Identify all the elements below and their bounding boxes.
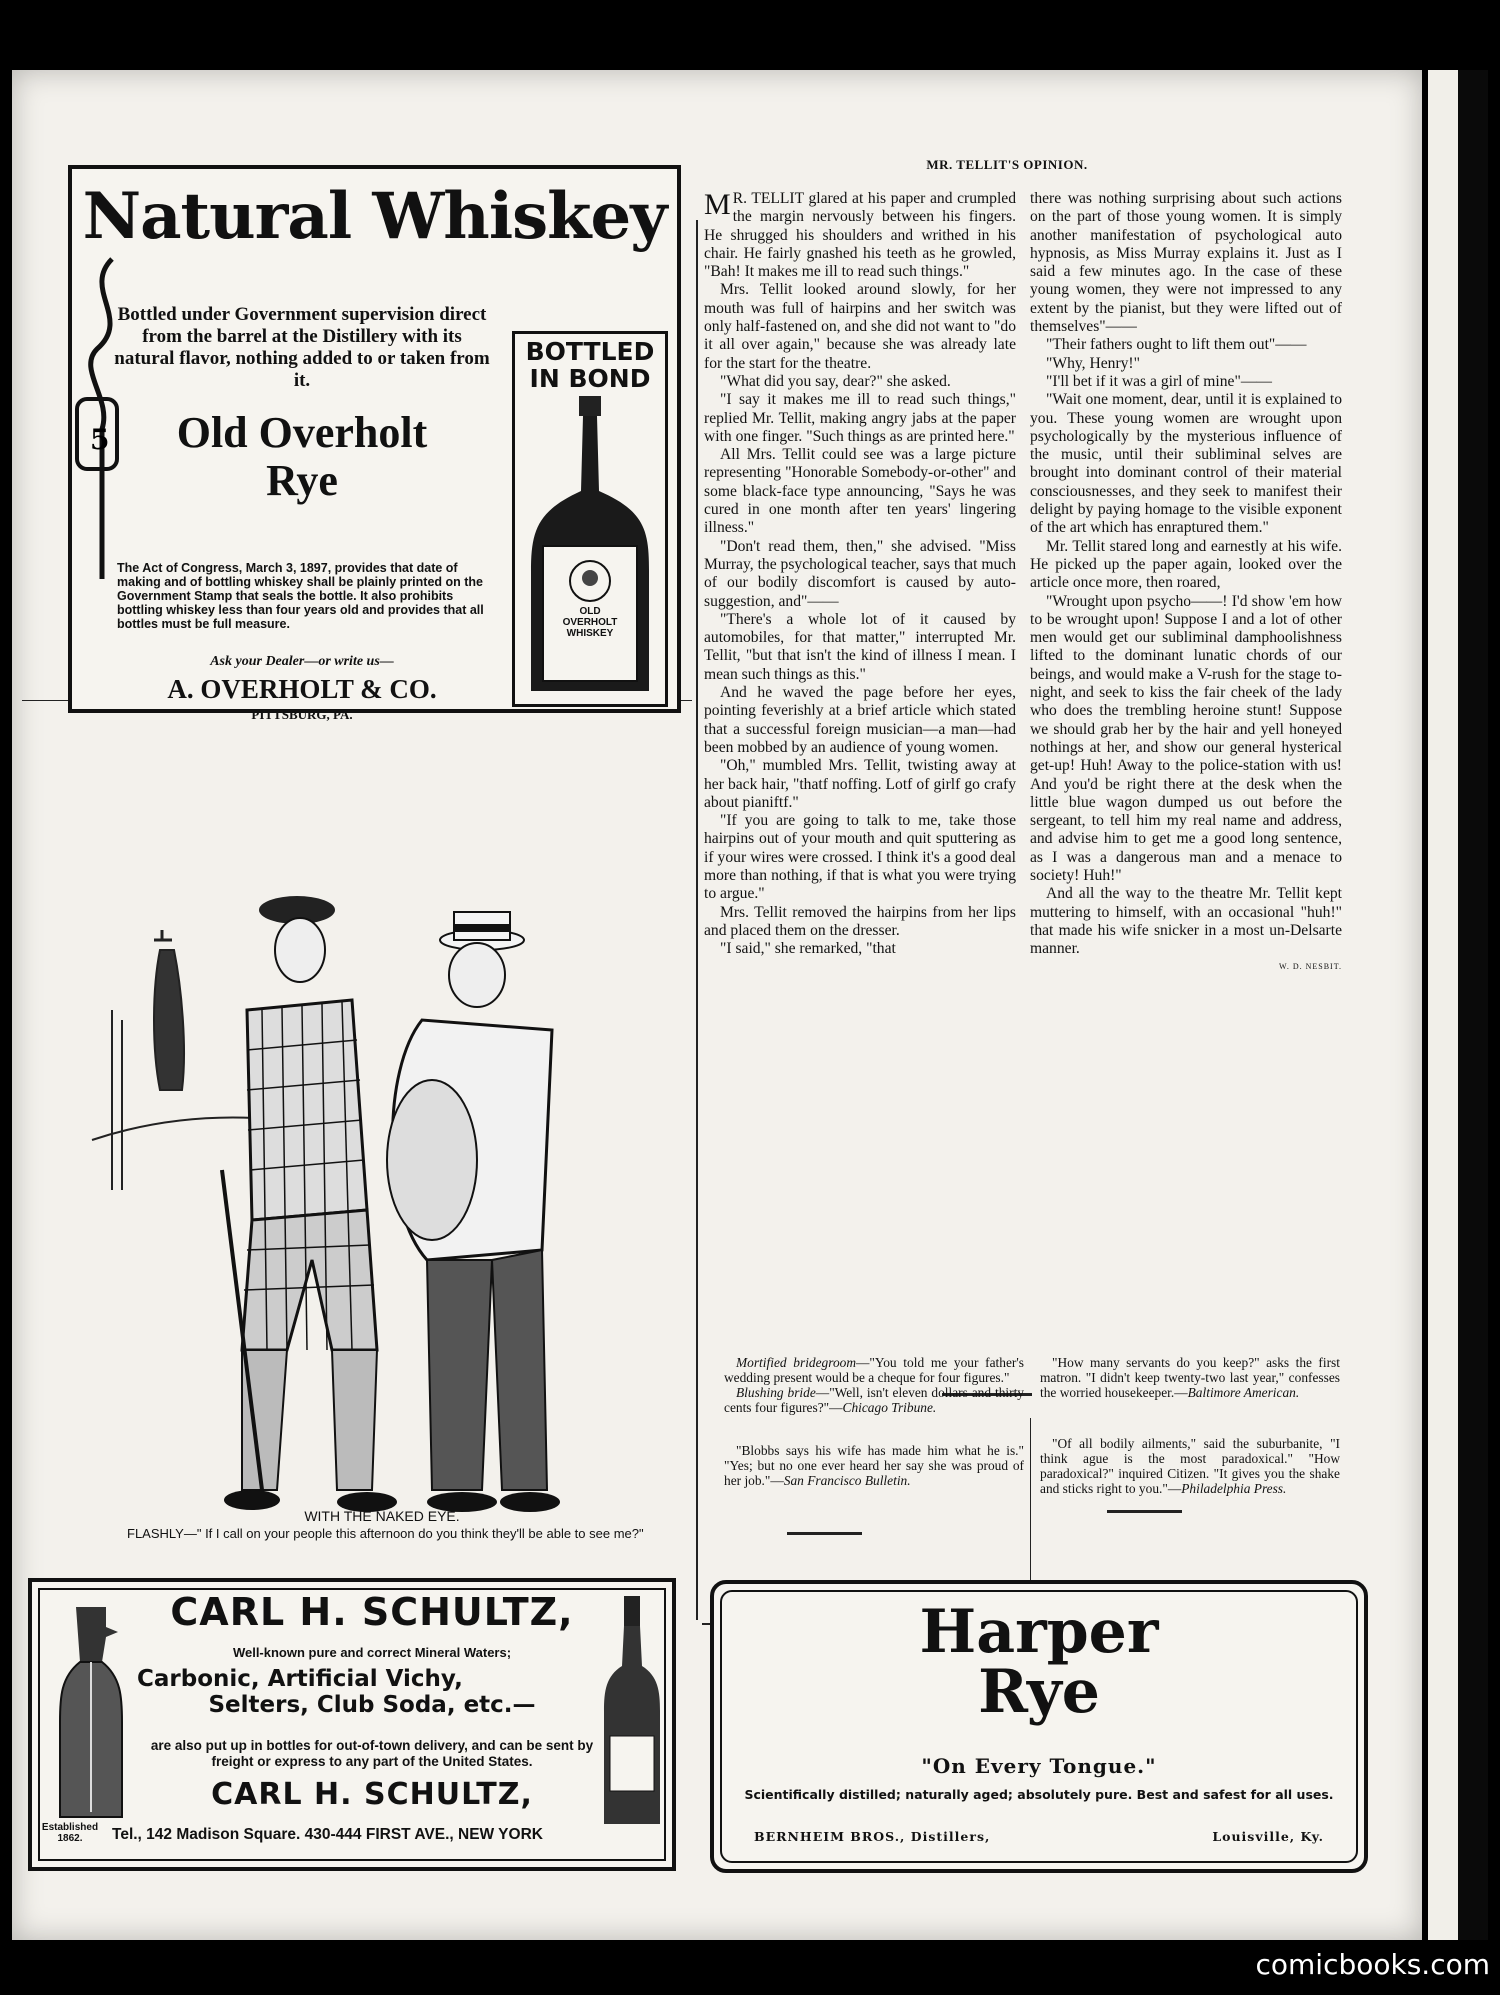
joke-separator-left [787, 1532, 862, 1535]
joke-item [1040, 1436, 1340, 1496]
article-paragraph [704, 190, 1016, 281]
article-paragraph: "If you are going to talk to me, take those hairpins out of your mouth and quit sputtering as if your wires were crossed. I think it's a good deal more than nothing, if that is what you were trying to argue." [704, 812, 1016, 903]
ad-lead-text: Bottled under Government supervision direct from the barrel at the Distillery with its natural flavor, nothing added to or taken from it. [114, 304, 490, 391]
ad-products [137, 1666, 607, 1718]
bond-line-1: BOTTLED [525, 337, 655, 366]
ad-title-2: CARL H. SCHULTZ, [211, 1777, 533, 1812]
joke-text: "Blobbs says his wife has made him what he is." "Yes; but no one ever heard her say she was proud of her job."— [724, 1443, 1024, 1488]
joke-text: —"Well, isn't eleven dollars and thirty cents four figures?"— [724, 1385, 1024, 1415]
schultz-advertisement [28, 1578, 676, 1871]
article-paragraph: "Wait one moment, dear, until it is explained to you. These young women are wrought upon psychologically by the mysterious influence of the music, until their subliminal selves are brought into dominant control of their material consciousnesses, and they seek to manifest their delight by paying homage to the visible exponent of the art which has enraptured them." [1030, 391, 1342, 537]
title-line-1: Harper [919, 1597, 1159, 1667]
joke-text: "How many servants do you keep?" asks the first matron. "I didn't keep twenty-two last year," confesses the worried housekeeper.— [1040, 1355, 1340, 1400]
ad-ask-line: Ask your Dealer—or write us— [210, 654, 394, 669]
joke-text: —"You told me your father's wedding present would be a cheque for four figures." [724, 1355, 1024, 1385]
joke-source: Baltimore American. [1187, 1385, 1300, 1400]
stout-man-figure [387, 912, 560, 1512]
joke-source: Philadelphia Press. [1181, 1481, 1287, 1496]
jokes-right [1040, 1355, 1340, 1496]
ad-description: Scientifically distilled; naturally aged; absolutely pure. Best and safest for all uses. [744, 1787, 1334, 1802]
overholt-advertisement [68, 165, 681, 722]
title-line-2: Rye [978, 1657, 1100, 1727]
article-column-1 [704, 190, 1016, 958]
ad-headline: Natural Whiskey [82, 179, 667, 254]
ad-slogan: "On Every Tongue." [921, 1754, 1157, 1778]
svg-text:5: 5 [90, 423, 110, 456]
adjacent-page-edge [1428, 70, 1488, 1940]
drop-cap: M [704, 188, 731, 221]
bond-label [515, 338, 665, 392]
cartoon-illustration [82, 790, 672, 1550]
article-paragraph: "Their fathers ought to lift them out"—— [1046, 336, 1307, 354]
article-heading: MR. TELLIT'S OPINION. [926, 157, 1088, 172]
ad-company: A. OVERHOLT & CO. [167, 674, 437, 704]
brand-line-2: Rye [266, 456, 338, 505]
ad-title: CARL H. SCHULTZ, [170, 1590, 574, 1634]
joke-speaker: Mortified bridegroom [736, 1355, 857, 1370]
joke-item [1040, 1355, 1340, 1400]
article-paragraph: And all the way to the theatre Mr. Tellit kept muttering to himself, with an occasional "huh!" that made his wife snicker in a most un-Delsarte manner. [1030, 885, 1342, 958]
bottle-label-text [543, 606, 637, 639]
jokes-left [724, 1355, 1024, 1488]
bottle-label-line-1: OLD [579, 606, 601, 617]
joke-item [724, 1443, 1024, 1488]
products-line-2: Selters, Club Soda, etc.— [208, 1692, 536, 1718]
article-paragraph: All Mrs. Tellit could see was a large picture representing "Honorable Somebody-or-other" and some black-face type announcing, "Says he was cured in one month after ten years' lingering illness." [704, 446, 1016, 537]
ad-subtitle: Well-known pure and correct Mineral Waters; [232, 1645, 512, 1660]
bottle-label-line-3: WHISKEY [566, 628, 614, 639]
article-column-2 [1030, 190, 1342, 977]
article-paragraph: there was nothing surprising about such actions on the part of those young women. It is simply another manifestation of psychological auto hypnosis, as Miss Murray explains it. Just as I said a few minutes ago. In the case of these young women, they were not impressed to any extent by the pianist, but they were lifted out of themselves"—— [1030, 190, 1342, 336]
bottle-label-line-2: OVERHOLT [562, 617, 618, 628]
brand-name [112, 409, 492, 505]
joke-item [724, 1385, 1024, 1415]
page-edge-shadow [1458, 70, 1488, 1940]
article-paragraph: Mrs. Tellit removed the hairpins from her lips and placed them on the dresser. [704, 903, 1016, 939]
article-paragraph: "What did you say, dear?" she asked. [720, 372, 951, 390]
article-paragraph: "Oh," mumbled Mrs. Tellit, twisting away at her back hair, "thatf noffing. Lotf of girlf go crafy about pianiftf." [704, 757, 1016, 811]
joke-separator-right [1107, 1510, 1182, 1513]
joke-text: "Of all bodily ailments," said the suburbanite, "I think ague is the most paradoxical." "How paradoxical?" inquired Citizen. "It gives you the shake and sticks right to you."— [1040, 1436, 1340, 1496]
article-signature: W. D. NESBIT. [1279, 962, 1342, 972]
joke-source: Chicago Tribune. [842, 1400, 937, 1415]
paragraph-text: R. TELLIT glared at his paper and crumpled the margin nervously between his fingers. He shrugged his shoulders and writhed in his chair. He fairly gnashed his teeth as he growled, "Bah! It makes me ill to read such things." [704, 190, 1016, 281]
joke-source: San Francisco Bulletin. [783, 1473, 911, 1488]
flashy-man-figure [222, 896, 397, 1512]
products-line-1: Carbonic, Artificial Vichy, [137, 1666, 463, 1692]
ad-delivery: are also put up in bottles for out-of-town delivery, and can be sent by freight or express to any part of the United States. [150, 1738, 594, 1769]
siphon-bottle-icon [46, 1602, 126, 1822]
article-paragraph: "I said," she remarked, "that [720, 940, 896, 958]
mineral-water-bottle-icon [602, 1596, 662, 1826]
ad-title [714, 1597, 1364, 1727]
article-paragraph: Mrs. Tellit looked around slowly, for her mouth was full of hairpins and her switch was only half-fastened on, and she did not want to "do it all over again," because she was already late for the start for the theatre. [704, 281, 1016, 372]
joke-speaker: Blushing bride [736, 1385, 816, 1400]
ad-established: Established 1862. [41, 1822, 99, 1844]
article-paragraph: "Don't read them, then," she advised. "Miss Murray, the psychological teacher, says that much of our bodily discomfort is caused by auto-suggestion, and"—— [704, 537, 1016, 610]
brand-line-1: Old Overholt [176, 408, 428, 457]
whiskey-bottle-icon [525, 396, 655, 696]
bond-line-2: IN BOND [529, 364, 651, 393]
ad-legal-text: The Act of Congress, March 3, 1897, provides that date of making and of bottling whiskey shall be plainly printed on the Government Stamp that seals the bottle. It also prohibits bottling whiskey less than four years old and provides that all bottles must be full measure. [117, 561, 484, 631]
article-paragraph: "Wrought upon psycho——! I'd show 'em how to be wrought upon! Suppose I and a lot of other men would get our subliminal damphoolishness lifted to the dominant lunatic chords of our beings, and would make a V-rush for the stage to-night, and seek to kiss the fair cheek of the lady who does the trembling heroine stunt! Suppose we should grab her by the hair and yell honeyed nothings at her, and show our general hysterical get-up! Huh! Away to the police-station with us! And you'd be right there at the desk when the little blue wagon dumped us out before the sergeant, to tell him my real name and address, and advise him to get me a good long sentence, as I was a dangerous man and a menace to society! Huh!" [1030, 592, 1342, 884]
joke-item [724, 1355, 1024, 1385]
newspaper-page [12, 70, 1422, 1940]
article-paragraph: And he waved the page before her eyes, pointing feverishly at a brief article which stated that a successful foreign musician—a man—had been mobbed by an audience of young women. [704, 684, 1016, 756]
ad-city: Louisville, Ky. [1212, 1829, 1324, 1844]
bottled-in-bond-panel [512, 331, 668, 707]
article-paragraph: "I'll bet if it was a girl of mine"—— [1046, 372, 1273, 390]
column-rule-left [696, 220, 698, 1620]
article-paragraph: "I say it makes me ill to read such things," replied Mr. Tellit, making angry jabs at the paper with one finger. "Such things as are printed here." [704, 391, 1016, 445]
article-paragraph: Mr. Tellit stared long and earnestly at his wife. He picked up the paper again, looked over the article once more, then roared, [1030, 537, 1342, 592]
ad-maker-line [754, 1829, 1324, 1844]
ad-city: PITTSBURG, PA. [251, 707, 353, 722]
cartoon-caption-text: FLASHLY—" If I call on your people this afternoon do you think they'll be able to see me?" [127, 1526, 644, 1541]
ad-maker: BERNHEIM BROS., Distillers, [754, 1829, 991, 1844]
article-paragraph: "There's a whole lot of it caused by automobiles, for that matter," interrupted Mr. Tellit, "but that isn't the kind of illness I mean. I mean such things as this." [704, 610, 1016, 683]
ad-address: Tel., 142 Madison Square. 430-444 FIRST AVE., NEW YORK [112, 1826, 543, 1843]
watermark: comicbooks.com [1255, 1948, 1490, 1981]
harper-rye-advertisement [710, 1580, 1368, 1873]
cartoon-caption-title: WITH THE NAKED EYE. [304, 1508, 460, 1524]
article-paragraph: "Why, Henry!" [1046, 354, 1140, 372]
